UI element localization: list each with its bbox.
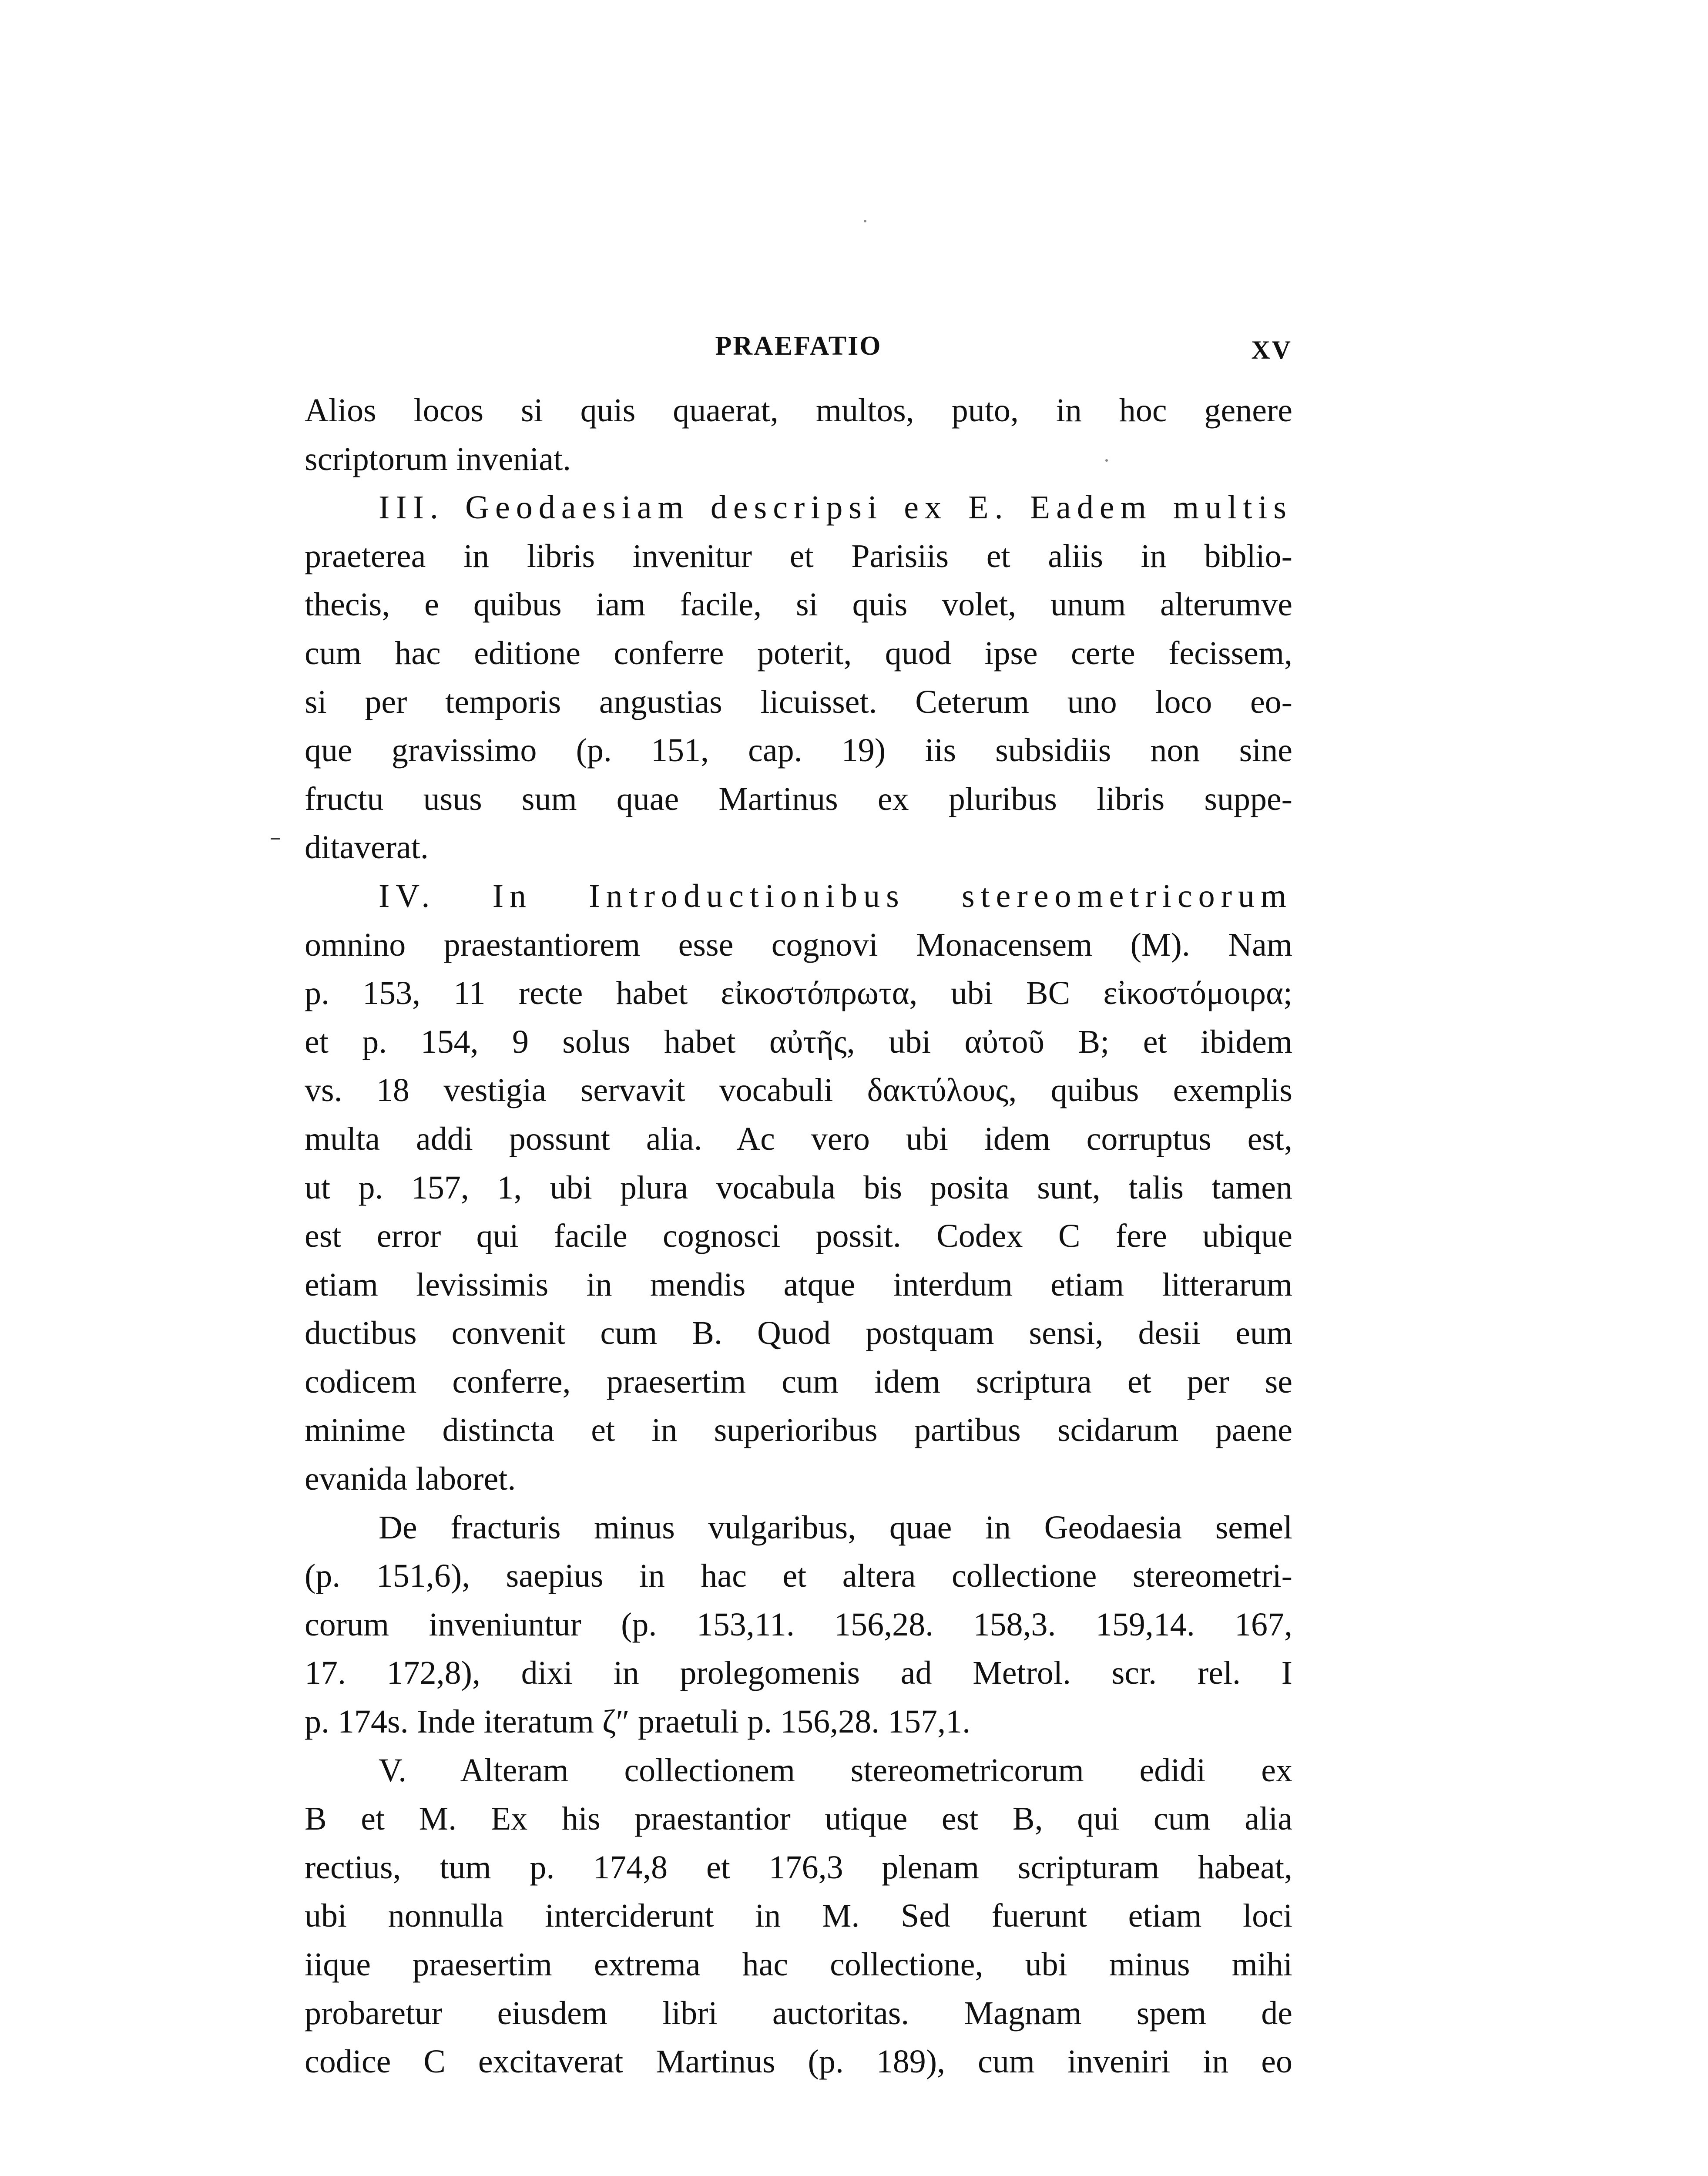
- text-line: codice C excitaverat Martinus (p. 189), cum inveniri in eo: [305, 2043, 1292, 2080]
- page-title: PRAEFATIO: [715, 331, 882, 361]
- text-line: thecis, e quibus iam facile, si quis volet, unum alterumve: [305, 586, 1292, 623]
- text-line: Alios locos si quis quaerat, multos, puto, in hoc genere: [305, 392, 1292, 429]
- margin-dash: [271, 838, 280, 840]
- text-line: ut p. 157, 1, ubi plura vocabula bis posita sunt, talis tamen: [305, 1169, 1292, 1206]
- text-line: ductibus convenit cum B. Quod postquam sensi, desii eum: [305, 1315, 1292, 1352]
- text-line: De fracturis minus vulgaribus, quae in Geodaesia semel: [379, 1509, 1292, 1546]
- text-line: praeterea in libris invenitur et Parisiis et aliis in biblio-: [305, 537, 1292, 574]
- text-line: probaretur eiusdem libri auctoritas. Magnam spem de: [305, 1995, 1292, 2032]
- text-line: evanida laboret.: [305, 1461, 516, 1498]
- text-line: ditaverat.: [305, 829, 429, 866]
- page-number: XV: [1251, 336, 1292, 364]
- text-line: p. 174s. Inde iteratum ζ″ praetuli p. 156,28. 157,1.: [305, 1703, 971, 1740]
- text-line: si per temporis angustias licuisset. Ceterum uno loco eo-: [305, 683, 1292, 720]
- text-line: vs. 18 vestigia servavit vocabuli δακτύλους, quibus exemplis: [305, 1072, 1292, 1109]
- text-line: etiam levissimis in mendis atque interdum etiam litterarum: [305, 1266, 1292, 1303]
- text-line: scriptorum inveniat.: [305, 440, 571, 477]
- body-text: [305, 386, 1292, 2086]
- text-line: B et M. Ex his praestantior utique est B, qui cum alia: [305, 1800, 1292, 1837]
- running-head: [305, 331, 1292, 379]
- text-line: 17. 172,8), dixi in prolegomenis ad Metrol. scr. rel. I: [305, 1655, 1292, 1692]
- text-line: est error qui facile cognosci possit. Codex C fere ubique: [305, 1218, 1292, 1255]
- text-line: rectius, tum p. 174,8 et 176,3 plenam scripturam habeat,: [305, 1849, 1292, 1886]
- text-line: p. 153, 11 recte habet εἰκοστόπρωτα, ubi BC εἰκοστόμοιρα;: [305, 975, 1292, 1012]
- text-line: que gravissimo (p. 151, cap. 19) iis subsidiis non sine: [305, 732, 1292, 769]
- text-line: cum hac editione conferre poterit, quod ipse certe fecissem,: [305, 635, 1292, 672]
- text-line: III. Geodaesiam descripsi ex E. Eadem multis: [379, 489, 1292, 526]
- text-line: codicem conferre, praesertim cum idem scriptura et per se: [305, 1363, 1292, 1400]
- text-line: iique praesertim extrema hac collectione, ubi minus mihi: [305, 1946, 1292, 1983]
- text-line: (p. 151,6), saepius in hac et altera collectione stereometri-: [305, 1558, 1292, 1595]
- paper-speck: [1105, 459, 1108, 462]
- text-line: V. Alteram collectionem stereometricorum edidi ex: [379, 1752, 1292, 1789]
- text-line: minime distincta et in superioribus partibus scidarum paene: [305, 1412, 1292, 1449]
- text-line: multa addi possunt alia. Ac vero ubi idem corruptus est,: [305, 1120, 1292, 1157]
- text-line: IV. In Introductionibus stereometricorum: [379, 877, 1292, 914]
- text-line: corum inveniuntur (p. 153,11. 156,28. 158,3. 159,14. 167,: [305, 1606, 1292, 1643]
- paper-speck: [864, 220, 866, 222]
- text-line: et p. 154, 9 solus habet αὐτῆς, ubi αὐτοῦ B; et ibidem: [305, 1023, 1292, 1060]
- text-line: fructu usus sum quae Martinus ex pluribus libris suppe-: [305, 780, 1292, 817]
- text-line: omnino praestantiorem esse cognovi Monacensem (M). Nam: [305, 926, 1292, 963]
- text-line: ubi nonnulla interciderunt in M. Sed fuerunt etiam loci: [305, 1897, 1292, 1934]
